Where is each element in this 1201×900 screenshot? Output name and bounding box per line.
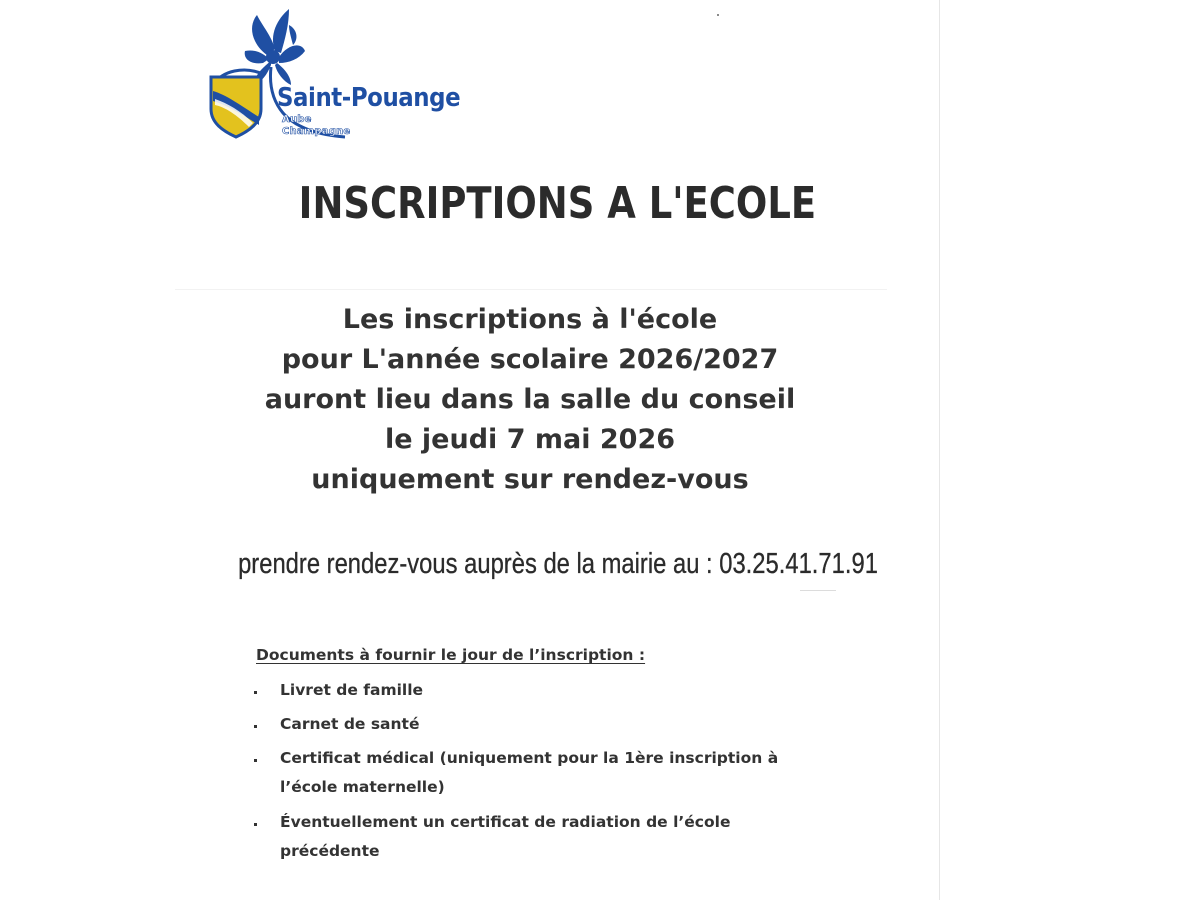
document-item-text: Carnet de santé	[280, 715, 420, 733]
logo-subtitle-region: Aube	[282, 114, 312, 125]
scan-line	[175, 289, 887, 290]
logo	[205, 5, 475, 145]
appointment-phone-line: prendre rendez-vous auprès de la mairie au : 03.25.41.71.91	[238, 548, 878, 580]
announcement-block	[170, 300, 890, 500]
announcement-line: le jeudi 7 mai 2026	[384, 424, 676, 455]
bullet-icon	[254, 725, 257, 728]
bullet-icon	[254, 691, 257, 694]
documents-heading: Documents à fournir le jour de l’inscription :	[256, 646, 646, 664]
page-edge	[939, 0, 940, 900]
document-item-text: Éventuellement un certificat de radiation de l’école précédente	[280, 813, 731, 860]
document-item-text: Livret de famille	[280, 681, 424, 699]
bullet-icon	[254, 823, 257, 826]
announcement-line: uniquement sur rendez-vous	[311, 464, 749, 495]
iris-flower-and-shield-logo	[205, 5, 475, 145]
document-item-text: Certificat médical (uniquement pour la 1ère inscription à l’école maternelle)	[280, 749, 779, 796]
announcement-line: auront lieu dans la salle du conseil	[264, 384, 796, 415]
logo-name: Saint-Pouange	[277, 83, 461, 113]
bullet-icon	[254, 759, 257, 762]
logo-subtitle-province: Champagne	[282, 126, 351, 137]
scan-mark	[800, 590, 836, 591]
page-title: INSCRIPTIONS A L'ECOLE	[298, 178, 817, 229]
announcement-line: pour L'année scolaire 2026/2027	[281, 344, 779, 375]
scan-speck	[717, 14, 719, 16]
announcement-line: Les inscriptions à l'école	[342, 304, 718, 335]
